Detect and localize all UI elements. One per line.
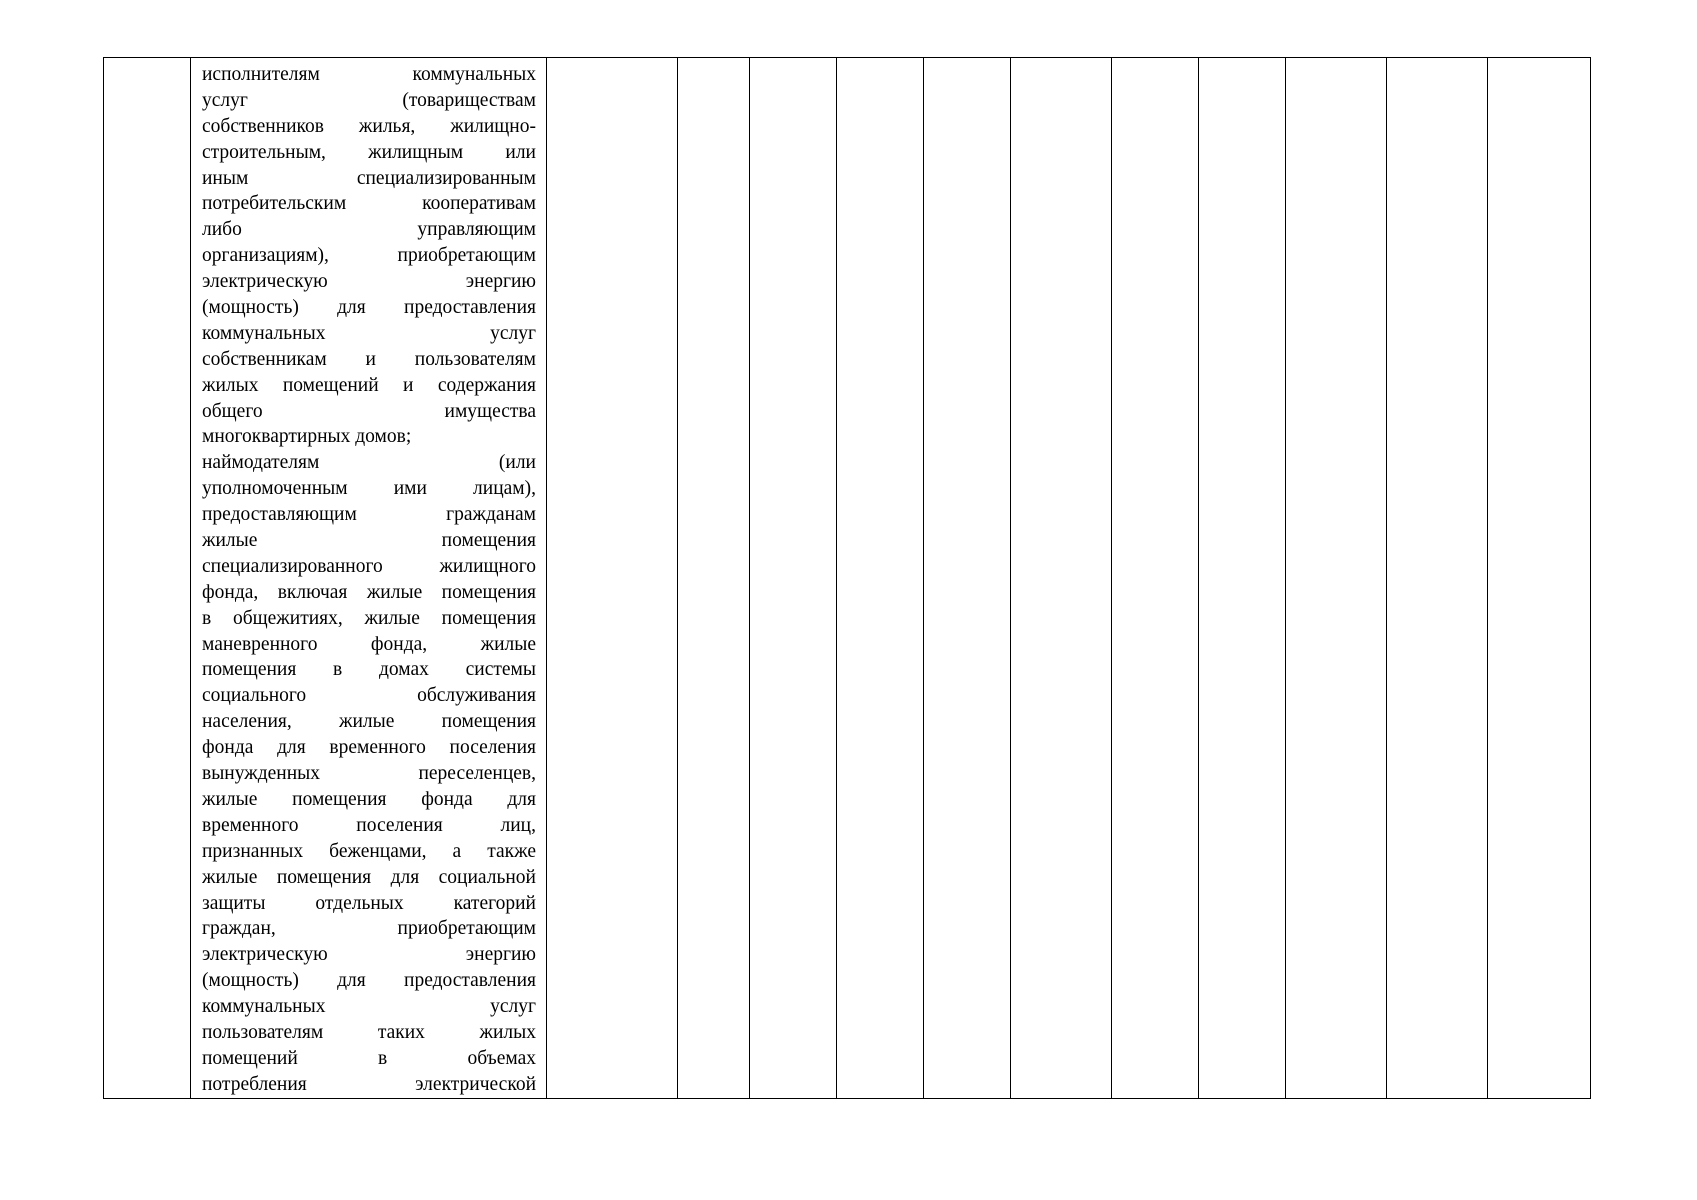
consumer-category-description (191, 58, 547, 1099)
description-line: специализированного жилищного (202, 555, 536, 577)
empty-cell (1199, 58, 1286, 1099)
description-line: наймодателям (или (202, 452, 536, 474)
description-line: услуг (товариществам (202, 89, 536, 111)
table-row (104, 58, 1591, 1099)
description-line: электрическую энергию (202, 944, 536, 966)
empty-cell (678, 58, 750, 1099)
description-line: потребительским кооперативам (202, 193, 536, 215)
empty-cell (547, 58, 678, 1099)
empty-cell (1011, 58, 1112, 1099)
description-line: пользователям таких жилых (202, 1021, 536, 1043)
description-line: исполнителям коммунальных (202, 64, 536, 85)
description-line: (мощность) для предоставления (202, 970, 536, 992)
description-line: уполномоченным ими лицам), (202, 478, 536, 500)
description-line: жилые помещения фонда для (202, 788, 536, 810)
empty-cell (837, 58, 924, 1099)
description-line: электрическую энергию (202, 271, 536, 293)
description-line: собственникам и пользователям (202, 348, 536, 370)
description-line: населения, жилые помещения (202, 711, 536, 733)
description-line: защиты отдельных категорий (202, 892, 536, 914)
description-line: вынужденных переселенцев, (202, 763, 536, 785)
description-line: в общежитиях, жилые помещения (202, 607, 536, 629)
description-line: коммунальных услуг (202, 322, 536, 344)
description-line: либо управляющим (202, 219, 536, 241)
description-line: помещений в объемах (202, 1047, 536, 1069)
description-line: жилые помещения для социальной (202, 866, 536, 888)
empty-cell (924, 58, 1011, 1099)
description-line: жилые помещения (202, 530, 536, 552)
description-line: строительным, жилищным или (202, 141, 536, 163)
description-line: общего имущества (202, 400, 536, 422)
description-line: жилых помещений и содержания (202, 374, 536, 396)
description-line: помещения в домах системы (202, 659, 536, 681)
description-line: коммунальных услуг (202, 996, 536, 1018)
description-line: (мощность) для предоставления (202, 297, 536, 319)
description-line: граждан, приобретающим (202, 918, 536, 940)
description-line: фонда для временного поселения (202, 737, 536, 759)
row-number-cell (104, 58, 191, 1099)
description-line: временного поселения лиц, (202, 814, 536, 836)
description-line: признанных беженцами, а также (202, 840, 536, 862)
description-line: собственников жилья, жилищно- (202, 115, 536, 137)
empty-cell (1112, 58, 1199, 1099)
empty-cell (1387, 58, 1488, 1099)
description-line: социального обслуживания (202, 685, 536, 707)
description-line: маневренного фонда, жилые (202, 633, 536, 655)
description-line: фонда, включая жилые помещения (202, 581, 536, 603)
empty-cell (750, 58, 837, 1099)
description-line: многоквартирных домов; (202, 426, 412, 448)
empty-cell (1286, 58, 1387, 1099)
description-text (202, 62, 536, 1098)
description-line: предоставляющим гражданам (202, 504, 536, 526)
empty-cell (1488, 58, 1591, 1099)
description-line: иным специализированным (202, 167, 536, 189)
description-line: потребления электрической (202, 1073, 536, 1095)
tariff-table (103, 57, 1591, 1099)
description-line: организациям), приобретающим (202, 245, 536, 267)
